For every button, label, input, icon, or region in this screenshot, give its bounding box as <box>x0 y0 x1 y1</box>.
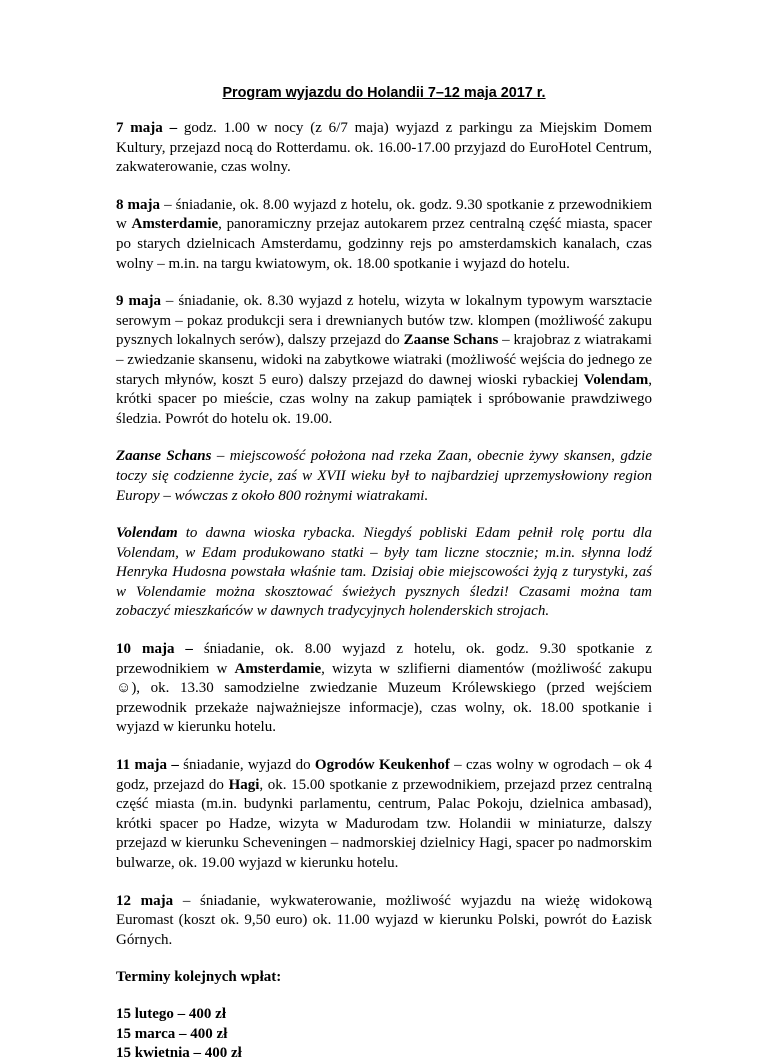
note-volendam <box>116 524 652 622</box>
day-paragraph-10-may <box>116 640 652 738</box>
payments-heading: Terminy kolejnych wpłat: <box>116 969 282 986</box>
place-name: Volendam <box>583 371 649 388</box>
day-text: , panoramiczny przejaz autokarem przez centralną część miasta, spacer po starych dzielnicach Amsterdamu, godzinny rejs po amsterdamskich kanalach, czas wolny – m.in. na targu kwiatowym, ok. 18.00 spotkanie i wyjazd do hotelu. <box>116 216 652 272</box>
day-text: godz. 1.00 w nocy (z 6/7 maja) wyjazd z parkingu za Miejskim Domem Kultury, przejazd nocą do Rotterdamu. ok. 16.00-17.00 przyjazd do EuroHotel Centrum, zakwaterowanie, czas wolny. <box>116 120 652 176</box>
note-text: – miejscowość położona nad rzeka Zaan, obecnie żywy skansen, gdzie toczy się codzienne życie, zaś w XVII wieku był to najbardziej uprzemysłowiony region Europy – wówczas z około 800 rożnymi wiatrakami. <box>116 448 652 504</box>
place-name: Amsterdamie <box>131 216 219 233</box>
day-label: 8 maja <box>116 196 161 213</box>
payment-item: 15 marca – 400 zł <box>116 1025 228 1042</box>
day-text: śniadanie, ok. 8.00 wyjazd z hotelu, ok. godz. 9.30 spotkanie z przewodnikiem w <box>116 641 652 677</box>
note-label: Volendam <box>116 525 178 542</box>
day-text: śniadanie, wyjazd do <box>178 757 315 774</box>
day-label: 10 maja – <box>116 641 193 658</box>
day-paragraph-9-may <box>116 292 652 429</box>
payment-item: 15 lutego – 400 zł <box>116 1005 226 1022</box>
payment-item: 15 kwietnia – 400 zł <box>116 1045 242 1062</box>
day-text: – czas wolny w ogrodach – ok 4 godz, przejazd do <box>116 757 652 793</box>
note-text: to dawna wioska rybacka. Niegdyś pobliski Edam pełnił rolę portu dla Volendam, w Edam produkowano statki – były tam liczne stocznie; m.in. słynna lodź Henryka Hudosna powstała właśnie tam. Dzisiaj obie miejscowości żyją z turystyki, zaś w Volendamie można skosztować świeżych pysznych śledzi! Czasami można tam zobaczyć mieszkańców w dawnych tradycyjnych holenderskich strojach. <box>116 525 652 620</box>
day-paragraph-12-may <box>116 892 652 951</box>
place-name: Zaanse Schans <box>403 332 499 349</box>
page-title: Program wyjazdu do Holandii 7–12 maja 2017 r. <box>222 85 546 101</box>
place-name: Amsterdamie <box>234 660 322 677</box>
place-name: Hagi <box>228 776 260 793</box>
note-zaanse-schans <box>116 447 652 506</box>
day-text: , wizyta w szlifierni diamentów (możliwość zakupu ☺), ok. 13.30 samodzielne zwiedzanie Muzeum Królewskiego (przed wejściem przewodnik przekaże najważniejsze informacje), czas wolny, ok. 18.00 spotkanie i wyjazd w kierunku hotelu. <box>116 660 652 736</box>
payments-list <box>116 1005 652 1064</box>
document-page <box>116 84 652 1064</box>
place-name: Ogrodów Keukenhof <box>314 757 450 774</box>
day-paragraph-7-may <box>116 119 652 178</box>
day-paragraph-11-may <box>116 756 652 874</box>
day-label: 7 maja – <box>116 120 178 136</box>
day-text: – śniadanie, ok. 8.00 wyjazd z hotelu, ok. godz. 9.30 spotkanie z przewodnikiem w <box>116 196 652 233</box>
day-label: 12 maja <box>116 892 174 909</box>
day-text: – śniadanie, wykwaterowanie, możliwość wyjazdu na wieżę widokową Euromast (koszt ok. 9,50 euro) ok. 11.00 wyjazd w kierunku Polski, powrót do Łazisk Górnych. <box>116 892 652 948</box>
day-text: , krótki spacer po mieście, czas wolny na zakup pamiątek i spróbowanie prawdziwego śledzia. Powrót do hotelu ok. 19.00. <box>116 371 652 427</box>
day-text: , ok. 15.00 spotkanie z przewodnikiem, przejazd przez centralną część miasta (m.in. budynki parlamentu, centrum, Palac Pokoju, dzielnica ambasad), krótki spacer po Hadze, wizyta w Madurodam tzw. Holandii w miniaturze, dalszy przejazd w kierunku Scheveningen – nadmorskiej dzielnicy Hagi, spacer po nadmorskim bulwarze, ok. 19.00 wyjazd w kierunku hotelu. <box>116 776 653 871</box>
day-label: 9 maja <box>116 293 161 310</box>
day-text: – krajobraz z wiatrakami – zwiedzanie skansenu, widoki na zabytkowe wiatraki (możliwość wejścia do jednego ze starych młynów, koszt 5 euro) dalszy przejazd do dawnej wioski rybackiej <box>116 332 652 388</box>
day-label: 11 maja – <box>116 757 179 774</box>
day-paragraph-8-may <box>116 196 652 274</box>
note-label: Zaanse Schans <box>116 448 212 465</box>
day-text: – śniadanie, ok. 8.30 wyjazd z hotelu, wizyta w lokalnym typowym warsztacie serowym – pokaz produkcji sera i drewnianych butów tzw. klompen (możliwość zakupu pysznych lokalnych serów), dalszy przejazd do <box>116 293 652 349</box>
